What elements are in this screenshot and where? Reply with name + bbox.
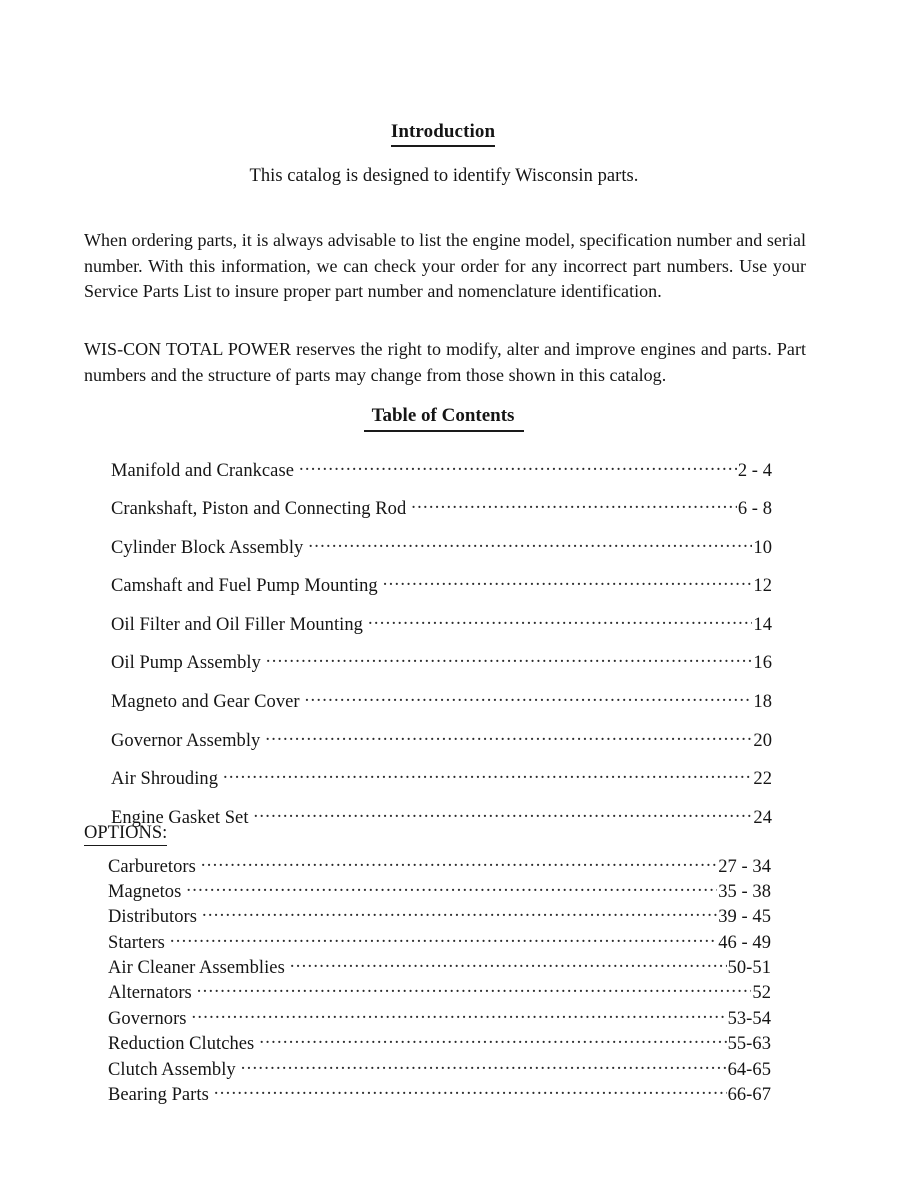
toc-dot-leader [197, 980, 752, 999]
toc-dot-leader [254, 804, 753, 823]
toc-entry[interactable] [108, 1031, 771, 1056]
toc-entry-title: Governors [108, 1008, 187, 1029]
catalog-subtitle: This catalog is designed to identify Wisconsin parts. [249, 166, 639, 186]
toc-entry-title: Starters [108, 932, 165, 953]
toc-entry[interactable] [108, 853, 771, 878]
toc-entry-title: Bearing Parts [108, 1085, 209, 1106]
toc-entry-page-number: 27 - 34 [718, 856, 771, 877]
toc-dot-leader [214, 1082, 727, 1101]
table-of-contents-heading [0, 405, 888, 427]
toc-entry-page-number: 18 [753, 692, 772, 713]
toc-dot-leader [299, 457, 737, 476]
toc-dot-leader [241, 1056, 727, 1075]
toc-entry-page-number: 12 [753, 576, 772, 597]
toc-entry-title: Oil Filter and Oil Filler Mounting [111, 614, 363, 635]
toc-entry-title: Air Cleaner Assemblies [108, 958, 285, 979]
toc-entry[interactable] [111, 534, 772, 573]
introduction-heading-text: Introduction [391, 121, 495, 147]
toc-entry[interactable] [111, 766, 772, 805]
toc-dot-leader [368, 611, 752, 630]
toc-entry[interactable] [111, 457, 772, 496]
toc-entry[interactable] [108, 1005, 771, 1030]
toc-entry-page-number: 35 - 38 [718, 881, 771, 902]
toc-entry-title: Oil Pump Assembly [111, 653, 261, 674]
toc-entry[interactable] [108, 904, 771, 929]
toc-entry-title: Magneto and Gear Cover [111, 692, 300, 713]
toc-entry-page-number: 55-63 [727, 1034, 771, 1055]
options-contents-list [108, 853, 771, 1107]
toc-entry-page-number: 24 [753, 807, 772, 828]
toc-entry-title: Distributors [108, 907, 197, 928]
toc-dot-leader [305, 689, 753, 708]
toc-entry-page-number: 10 [753, 537, 772, 558]
toc-entry-page-number: 39 - 45 [718, 907, 771, 928]
toc-entry-title: Alternators [108, 983, 192, 1004]
toc-dot-leader [383, 573, 753, 592]
toc-dot-leader [265, 727, 752, 746]
toc-entry[interactable] [108, 929, 771, 954]
options-section-heading [84, 823, 167, 844]
toc-dot-leader [201, 853, 717, 872]
toc-dot-leader [186, 878, 717, 897]
toc-entry[interactable] [108, 980, 771, 1005]
toc-entry-page-number: 46 - 49 [718, 932, 771, 953]
toc-entry-title: Carburetors [108, 856, 196, 877]
toc-dot-leader [308, 534, 752, 553]
toc-entry-page-number: 20 [753, 730, 772, 751]
toc-dot-leader [259, 1031, 726, 1050]
toc-dot-leader [266, 650, 752, 669]
toc-entry[interactable] [111, 650, 772, 689]
toc-entry-page-number: 22 [753, 769, 772, 790]
toc-dot-leader [170, 929, 717, 948]
toc-entry[interactable] [111, 573, 772, 612]
toc-entry[interactable] [111, 689, 772, 728]
table-of-contents-heading-text: Table of Contents [364, 405, 525, 432]
toc-entry[interactable] [108, 955, 771, 980]
toc-entry[interactable] [111, 611, 772, 650]
ordering-instructions-paragraph: When ordering parts, it is always advisable to list the engine model, specification number and serial number. With this information, we can check your order for any incorrect part numbers. Use your Service Parts List to insure proper part number and nomenclature identification. [84, 230, 806, 301]
toc-entry-title: Engine Gasket Set [111, 807, 249, 828]
toc-entry-title: Cylinder Block Assembly [111, 537, 304, 558]
toc-entry-page-number: 66-67 [727, 1085, 771, 1106]
toc-dot-leader [202, 904, 717, 923]
toc-entry-title: Crankshaft, Piston and Connecting Rod [111, 499, 407, 520]
toc-dot-leader [192, 1005, 727, 1024]
toc-entry-page-number: 14 [753, 614, 772, 635]
toc-entry-page-number: 64-65 [727, 1059, 771, 1080]
toc-entry[interactable] [111, 804, 772, 843]
toc-entry-title: Governor Assembly [111, 730, 261, 751]
toc-entry-page-number: 2 - 4 [737, 460, 772, 481]
disclaimer-paragraph: WIS-CON TOTAL POWER reserves the right to modify, alter and improve engines and parts. Part numbers and the structure of parts may change from those shown in this catalog. [84, 339, 806, 385]
toc-entry[interactable] [108, 1056, 771, 1081]
toc-entry-title: Camshaft and Fuel Pump Mounting [111, 576, 378, 597]
toc-entry[interactable] [111, 496, 772, 535]
toc-entry[interactable] [111, 727, 772, 766]
toc-dot-leader [290, 955, 727, 974]
toc-entry-page-number: 50-51 [727, 958, 771, 979]
toc-entry-title: Magnetos [108, 881, 182, 902]
toc-entry[interactable] [108, 878, 771, 903]
toc-dot-leader [223, 766, 752, 785]
toc-entry[interactable] [108, 1082, 771, 1107]
toc-entry-page-number: 52 [752, 983, 771, 1004]
toc-entry-title: Air Shrouding [111, 769, 219, 790]
toc-entry-title: Reduction Clutches [108, 1034, 255, 1055]
toc-entry-page-number: 6 - 8 [737, 499, 772, 520]
table-of-contents-list [111, 457, 772, 843]
options-section-heading-text: OPTIONS: [84, 823, 167, 846]
toc-entry-title: Manifold and Crankcase [111, 460, 294, 481]
toc-entry-page-number: 53-54 [727, 1008, 771, 1029]
toc-entry-title: Clutch Assembly [108, 1059, 236, 1080]
toc-dot-leader [411, 496, 737, 515]
toc-entry-page-number: 16 [753, 653, 772, 674]
introduction-heading [0, 121, 886, 143]
